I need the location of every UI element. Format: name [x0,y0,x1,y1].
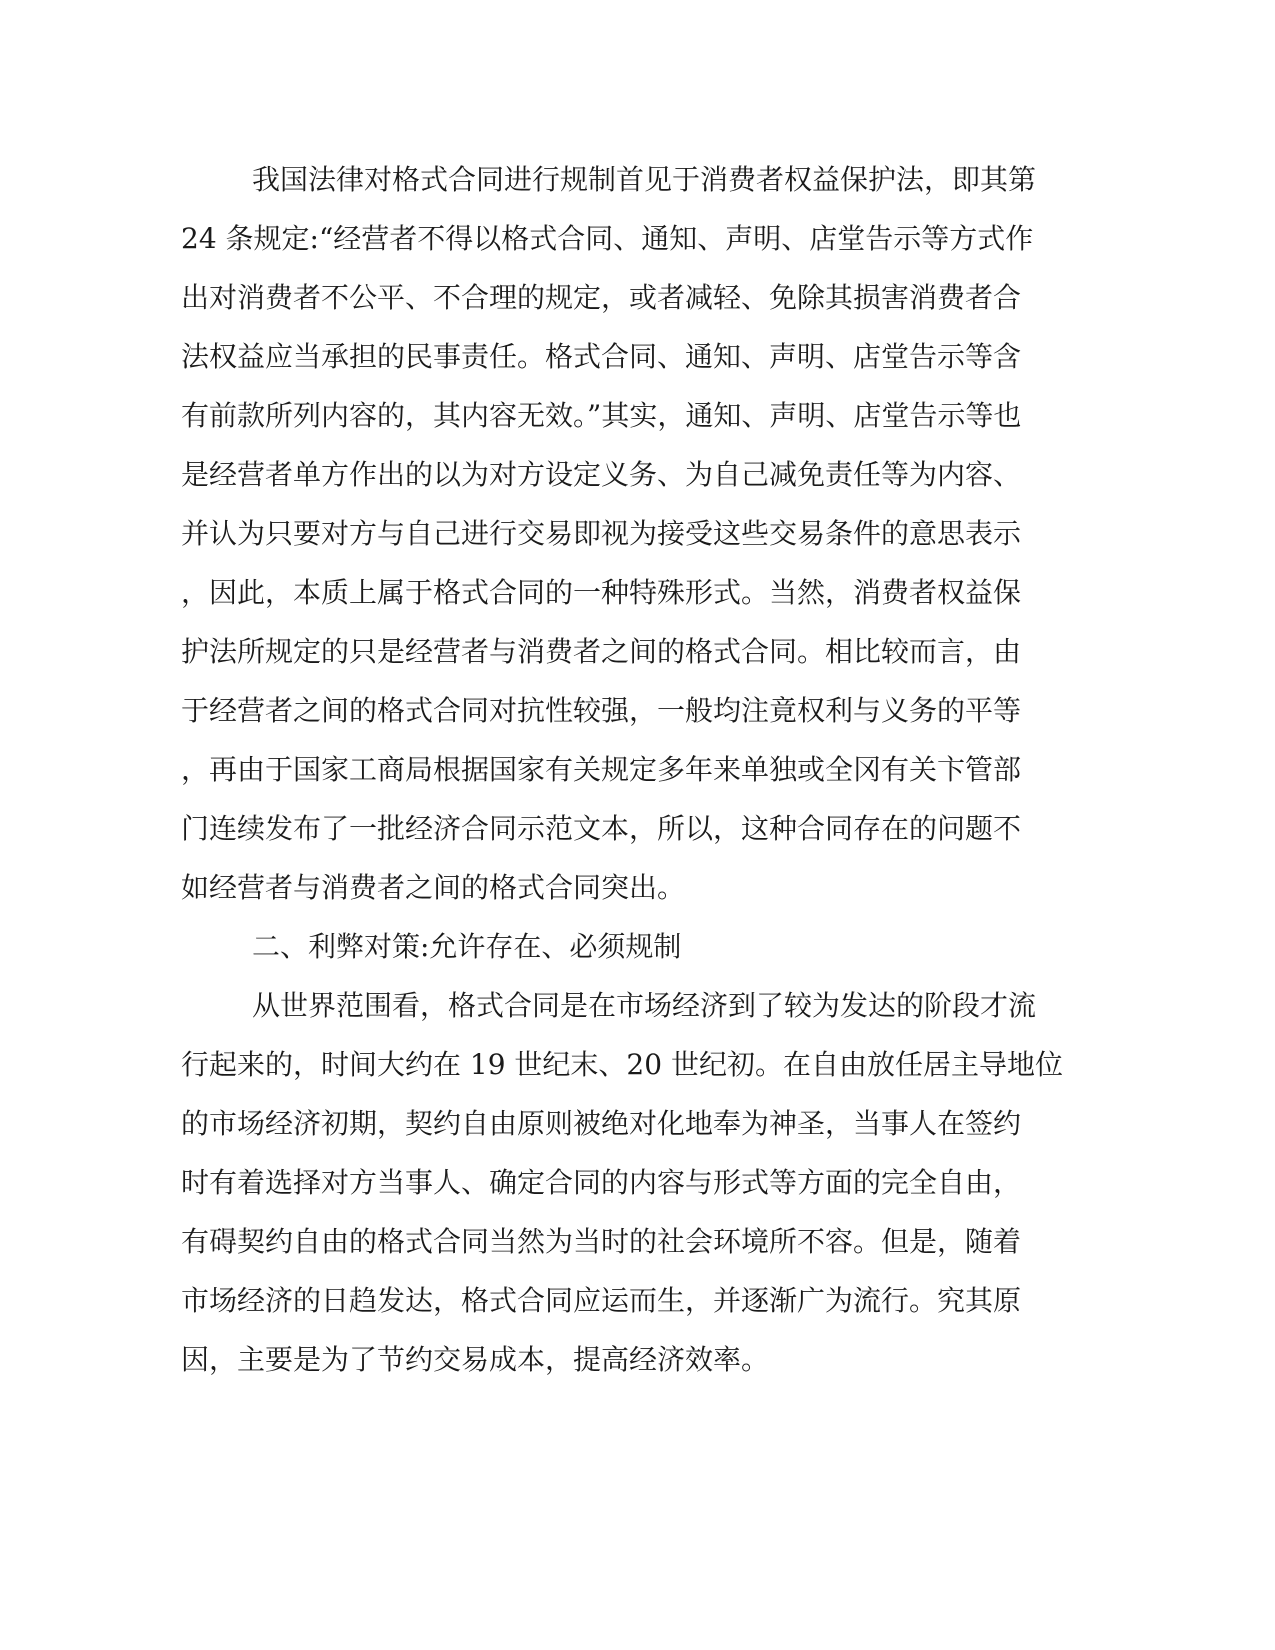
text-line [0,691,1275,731]
text-line [0,750,1275,790]
text-line-content: 时有着选择对方当事人、确定合同的内容与形式等方面的完全自由， [181,1166,1022,1199]
section-heading [0,927,1275,967]
text-line [0,160,1275,200]
text-line [0,1104,1275,1144]
text-line-content: 从世界范围看，格式合同是在市场经济到了较为发达的阶段才流 [252,989,1037,1022]
text-line-content: 有碍契约自由的格式合同当然为当时的社会环境所不容。但是，随着 [181,1225,1022,1258]
text-line-content: 出对消费者不公平、不合理的规定，或者减轻、免除其损害消费者合 [181,281,1022,314]
text-line-content: ，因此，本质上属于格式合同的一种特殊形式。当然，消费者权益保 [181,576,1022,609]
text-line [0,455,1275,495]
text-line-content: ，再由于国家工商局根据国家有关规定多年来单独或全冈有关卞管部 [181,753,1022,786]
text-line-content: 护法所规定的只是经营者与消费者之间的格式合同。相比较而言，由 [181,635,1022,668]
text-line-content: 的市场经济初期，契约自由原则被绝对化地奉为神圣，当事人在签约 [181,1107,1022,1140]
text-line-content: 市场经济的日趋发达，格式合同应运而生，并逐渐广为流行。究其原 [181,1284,1022,1317]
text-line-content: 门连续发布了一批经济合同示范文本，所以，这种合同存在的问题不 [181,812,1022,845]
text-line-content: 如经营者与消费者之间的格式合同突出。 [181,871,686,904]
text-line [0,337,1275,377]
text-line [0,868,1275,908]
text-line-content: 于经营者之间的格式合同对抗性较强，一般均注竟权利与义务的平等 [181,694,1022,727]
text-line [0,1222,1275,1262]
text-line [0,1163,1275,1203]
text-line-content: 行起来的，时间大约在 19 世纪末、20 世纪初。在自由放任居主导地位 [181,1048,1063,1081]
text-line-content: 我国法律对格式合同进行规制首见于消费者权益保护法，即其第 [252,163,1037,196]
text-line [0,632,1275,672]
text-line-content: 因，主要是为了节约交易成本，提高经济效率。 [181,1343,770,1376]
text-line [0,396,1275,436]
text-line-content: 并认为只要对方与自己进行交易即视为接受这些交易条件的意思表示 [181,517,1022,550]
text-line [0,1281,1275,1321]
text-line-content: 24 条规定:“经营者不得以格式合同、通知、声明、店堂告示等方式作 [181,222,1034,255]
text-line [0,986,1275,1026]
text-line [0,1045,1275,1085]
text-line-content: 有前款所列内容的，其内容无效。”其实，通知、声明、店堂告示等也 [181,399,1022,432]
text-line [0,573,1275,613]
text-line-content: 法权益应当承担的民事责任。格式合同、通知、声明、店堂告示等含 [181,340,1022,373]
text-line-content: 是经营者单方作出的以为对方设定义务、为自己减免责任等为内容、 [181,458,1022,491]
text-line [0,1340,1275,1380]
text-line [0,278,1275,318]
text-line [0,514,1275,554]
text-line [0,219,1275,259]
section-heading-text: 二、利弊对策:允许存在、必须规制 [252,930,682,963]
text-line [0,809,1275,849]
